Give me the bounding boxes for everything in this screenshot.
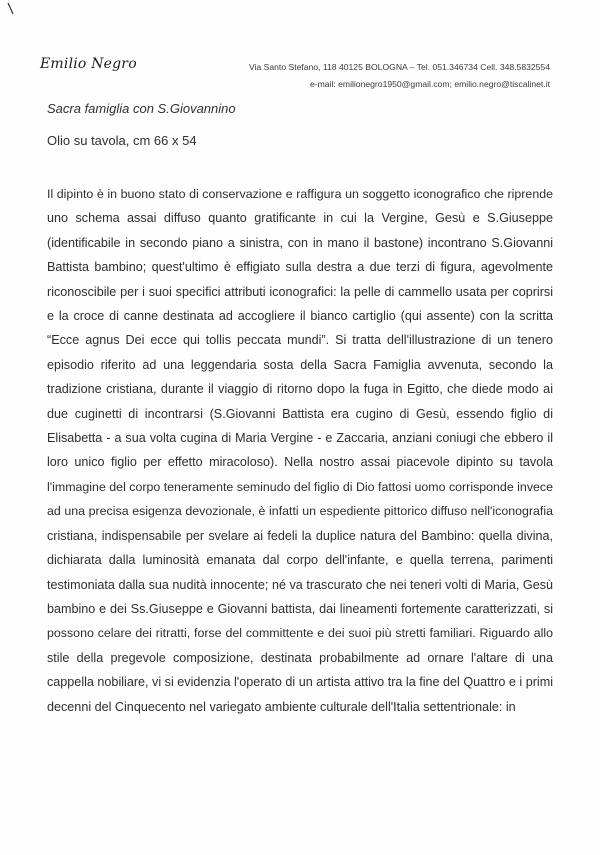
body-line: due cuginetti di incontrarsi (S.Giovanni Battista era cugino di Gesù, essendo figlio di — [47, 406, 553, 421]
body-line: “Ecce agnus Dei ecce qui tollis peccata mundi”. Si tratta dell'illustrazione di un tenero — [47, 333, 553, 348]
body-line: riconoscibile per i suoi specifici attributi iconografici: la pelle di cammello usata per coprirsi — [47, 284, 553, 299]
description-body — [47, 182, 553, 719]
body-line: Battista bambino; quest'ultimo è effigiato sulla destra a due terzi di figura, agevolmente — [47, 260, 553, 275]
body-line: e la croce di canne destinata ad accogliere il bianco cartiglio (qui assente) con la scritta — [47, 309, 553, 324]
artwork-medium: Olio su tavola, cm 66 x 54 — [47, 133, 197, 148]
body-line: l'immagine del corpo teneramente seminudo del figlio di Dio fattosi uomo corrisponde invece — [47, 479, 553, 494]
body-line: episodio riferito ad una leggendaria sosta della Sacra Famiglia avvenuta, secondo la — [47, 357, 553, 372]
pen-mark-icon — [6, 2, 20, 16]
body-line: loro unico figlio per effetto miracoloso). Nella nostro assai piacevole dipinto su tavola — [47, 455, 553, 470]
letterhead-address: Via Santo Stefano, 118 40125 BOLOGNA – Tel. 051.346734 Cell. 348.5832554 — [248, 62, 550, 72]
artwork-title: Sacra famiglia con S.Giovannino — [47, 101, 236, 116]
letterhead-email: e-mail: emilionegro1950@gmail.com; emilio.negro@tiscalinet.it — [309, 79, 550, 89]
body-line: cappella nobiliare, vi si evidenzia l'operato di un artista attivo tra la fine del Quattro e i primi — [47, 675, 553, 690]
body-line: decenni del Cinquecento nel variegato ambiente culturale dell'Italia settentrionale: in — [47, 699, 516, 714]
body-line: testimoniata dalla sua nudità innocente; né va trascurato che nei teneri volti di Maria, Gesù — [47, 577, 553, 592]
body-line: bambino e dei Ss.Giuseppe e Giovanni battista, dai lineamenti fortemente caratterizzati, si — [47, 601, 553, 616]
body-line: ad una precisa esigenza devozionale, è infatti un espediente pittorico diffuso nell'iconografia — [47, 504, 553, 519]
body-line: Elisabetta - a sua volta cugina di Maria Vergine - e Zaccaria, anziani coniugi che ebbero il — [47, 431, 553, 446]
letterhead-contact — [249, 59, 550, 93]
body-line: dichiarata dalla luminosità emanata dal corpo dell'infante, e quella terrena, parimenti — [47, 553, 553, 568]
letterhead-signature: Emilio Negro — [40, 56, 137, 72]
body-line: tradizione cristiana, durante il viaggio di ritorno dopo la fuga in Egitto, che diede modo ai — [47, 382, 553, 397]
body-line: uno schema assai diffuso quanto gratificante in cui la Vergine, Gesù e S.Giuseppe — [47, 211, 553, 226]
body-line: cristiana, indispensabile per svelare ai fedeli la duplice natura del Bambino: quella divina, — [47, 528, 553, 543]
body-line: Il dipinto è in buono stato di conservazione e raffigura un soggetto iconografico che riprende — [47, 187, 553, 201]
body-line: stile della pregevole composizione, destinata probabilmente ad ornare l'altare di una — [47, 650, 553, 665]
body-line: possono celare dei ritratti, forse del committente e dei suoi più stretti familiari. Riguardo allo — [47, 626, 553, 641]
body-line: (identificabile in secondo piano a sinistra, con in mano il bastone) incontrano S.Giovanni — [47, 235, 553, 250]
